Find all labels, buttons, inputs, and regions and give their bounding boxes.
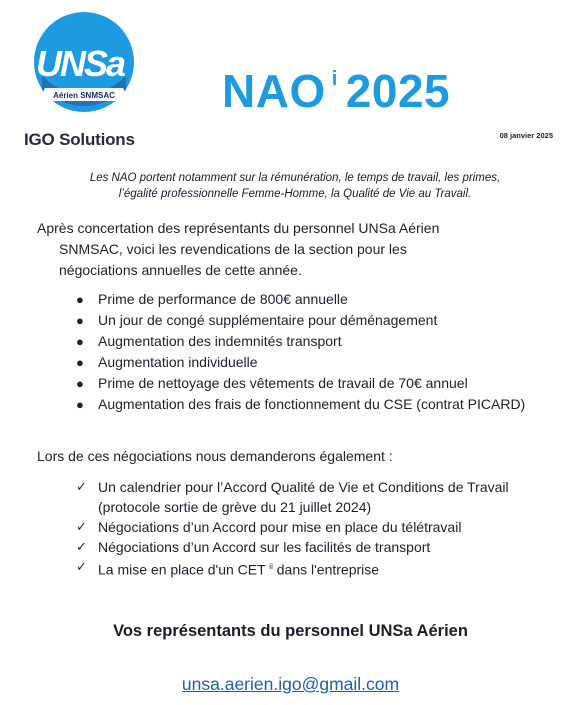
list-item: ✓ La mise en place d'un CET $^{ii}$ dans l'entreprise	[76, 559, 380, 578]
intro-text	[30, 170, 560, 202]
check-icon: ✓	[76, 539, 87, 554]
title-footnote-marker: i	[331, 68, 338, 90]
paragraph1-line-2: SNMSAC, voici les revendications de la section pour les	[59, 241, 407, 257]
contact-email-link[interactable]: unsa.aerien.igo@gmail.com	[181, 674, 400, 694]
list-item: ● Un jour de congé supplémentaire pour déménagement	[76, 310, 546, 331]
list-item: ● Prime de nettoyage des vêtements de travail de 70€ annuel	[76, 373, 546, 394]
check-icon: ✓	[76, 479, 87, 494]
requests-intro-paragraph: Lors de ces négociations nous demanderons également :	[37, 448, 393, 464]
signature: Vos représentants du personnel UNSa Aérien	[113, 622, 468, 640]
bullet-icon: ●	[76, 292, 84, 307]
demands-intro-paragraph	[37, 218, 547, 281]
bullet-icon: ●	[76, 397, 84, 412]
check-icon: ✓	[76, 519, 87, 534]
intro-line-2: l’égalité professionnelle Femme-Homme, la Qualité de Vie au Travail.	[118, 188, 472, 200]
demands-list	[76, 289, 546, 415]
bullet-icon: ●	[76, 376, 84, 391]
requests-list	[76, 477, 546, 580]
list-item: ● Prime de performance de 800€ annuelle	[76, 289, 546, 310]
bullet-icon: ●	[76, 334, 84, 349]
list-item: ● Augmentation des indemnités transport	[76, 331, 546, 352]
intro-line-1: Les NAO portent notamment sur la rémunération, le temps de travail, les primes,	[89, 172, 501, 184]
paragraph1-line-3: négociations annuelles de cette année.	[59, 262, 302, 278]
list-item: ✓ Négociations d’un Accord sur les facilités de transport	[76, 539, 431, 555]
list-item: ✓ Un calendrier pour l’Accord Qualité de Vie et Conditions de Travail (protocole sortie de grève du 21 juillet 2024)	[76, 479, 509, 515]
unsa-logo	[28, 10, 152, 114]
logo-brand-text: UNSa	[36, 43, 125, 84]
list-item: ● Augmentation des frais de fonctionnement du CSE (contrat PICARD)	[76, 394, 546, 415]
page-title	[222, 64, 450, 118]
bullet-icon: ●	[76, 355, 84, 370]
list-item: ✓ Négociations d’un Accord pour mise en place du télétravail	[76, 519, 462, 535]
logo-subtitle-text: Aérien SNMSAC	[53, 91, 115, 100]
footnote-marker: ii	[269, 562, 273, 571]
check-icon: ✓	[76, 559, 87, 574]
title-main: NAO	[222, 65, 326, 117]
list-item: ● Augmentation individuelle	[76, 352, 546, 373]
document-date: 08 janvier 2025	[499, 131, 553, 140]
title-year: 2025	[345, 65, 451, 117]
bullet-icon: ●	[76, 313, 84, 328]
organization-name: IGO Solutions	[24, 130, 135, 149]
paragraph1-line-1: Après concertation des représentants du personnel UNSa Aérien	[37, 220, 440, 236]
